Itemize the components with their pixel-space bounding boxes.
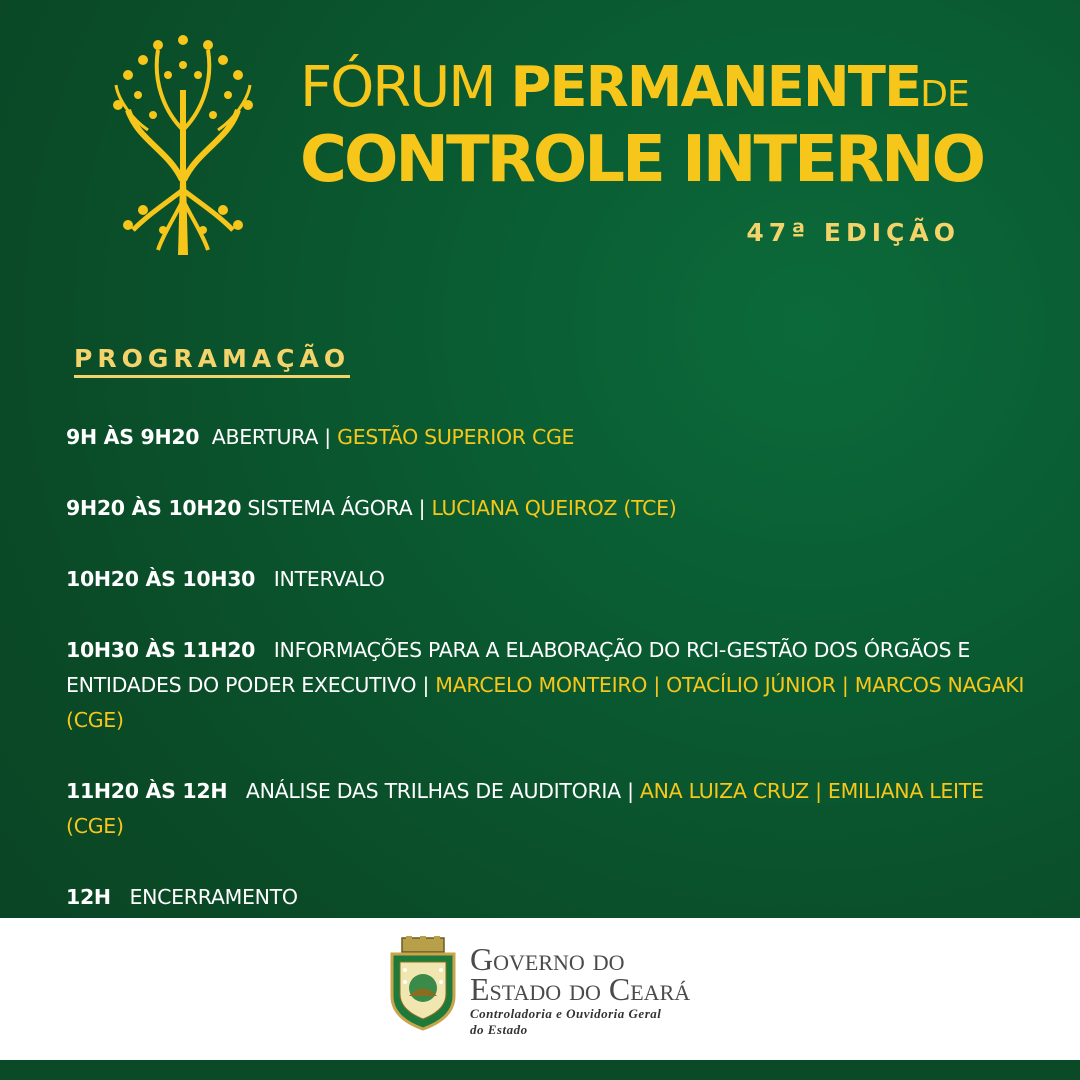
title-word-forum: FÓRUM xyxy=(300,55,495,120)
footer xyxy=(0,918,1080,1060)
gov-sub1: Controladoria e Ouvidoria Geral xyxy=(470,1006,662,1021)
schedule-text: INTERVALO xyxy=(273,567,385,591)
schedule-highlight: GESTÃO SUPERIOR CGE xyxy=(337,425,575,449)
title-line2: CONTROLE INTERNO xyxy=(300,123,984,197)
edition-label: 47ª EDIÇÃO xyxy=(746,218,960,247)
schedule-time: 9H20 ÀS 10H20 xyxy=(66,496,242,520)
schedule-text: SISTEMA ÁGORA | xyxy=(247,496,426,520)
gov-line1: Governo do xyxy=(470,941,625,977)
schedule-text: ENCERRAMENTO xyxy=(129,885,298,909)
title-line1 xyxy=(300,55,969,120)
footer-bar xyxy=(0,1060,1080,1080)
schedule-text: ANÁLISE DAS TRILHAS DE AUDITORIA | xyxy=(245,779,634,803)
tree-logo-icon xyxy=(108,30,258,255)
gov-sub2: do Estado xyxy=(470,1022,528,1037)
schedule-item xyxy=(66,562,1036,597)
schedule-time: 10H30 ÀS 11H20 xyxy=(66,638,256,662)
schedule-text: ABERTURA | xyxy=(211,425,331,449)
schedule-time: 9H ÀS 9H20 xyxy=(66,425,200,449)
ceara-coat-of-arms-icon xyxy=(388,936,458,1031)
government-wordmark xyxy=(470,941,691,1038)
title-word-de: DE xyxy=(920,74,969,115)
schedule-item xyxy=(66,491,1036,526)
schedule-item xyxy=(66,774,1036,844)
schedule-time: 12H xyxy=(66,885,111,909)
schedule-time: 10H20 ÀS 10H30 xyxy=(66,567,256,591)
schedule-highlight: ANA LUIZA CRUZ | EMILIANA LEITE (CGE) xyxy=(66,779,984,838)
schedule-highlight: LUCIANA QUEIROZ (TCE) xyxy=(431,496,677,520)
schedule-item xyxy=(66,633,1036,738)
schedule-time: 11H20 ÀS 12H xyxy=(66,779,228,803)
schedule-highlight: MARCELO MONTEIRO | OTACÍLIO JÚNIOR | MARCOS NAGAKI (CGE) xyxy=(66,673,1025,732)
header xyxy=(0,0,1080,320)
gov-line2: Estado do Ceará xyxy=(470,971,691,1007)
schedule-list xyxy=(66,420,1036,915)
title-word-permanente: PERMANENTE xyxy=(510,55,921,120)
schedule-item xyxy=(66,880,1036,915)
programacao-title: PROGRAMAÇÃO xyxy=(74,344,350,378)
schedule-item xyxy=(66,420,1036,455)
schedule-text: INFORMAÇÕES PARA A ELABORAÇÃO DO RCI-GESTÃO DOS ÓRGÃOS E ENTIDADES DO PODER EXECUTIVO | xyxy=(66,638,971,697)
